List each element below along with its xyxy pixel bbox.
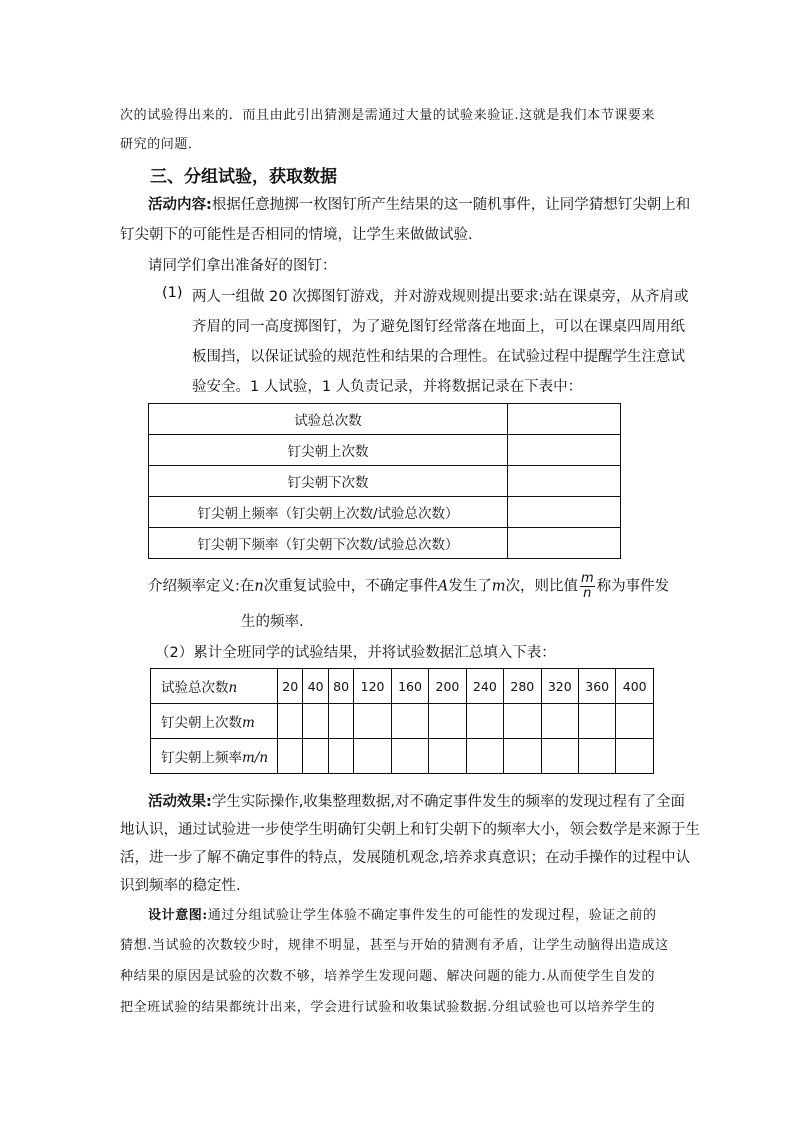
count-cell: 360	[578, 669, 615, 704]
table-row	[151, 669, 654, 704]
blank-cell	[466, 739, 503, 774]
table-row-label: 钉尖朝上次数	[149, 435, 508, 466]
effect-text-1: 学生实际操作,收集整理数据,对不确定事件发生的频率的发现过程有了全面	[211, 794, 686, 810]
count-cell: 200	[429, 669, 466, 704]
design-line-1	[148, 904, 657, 923]
intro-line-2: 研究的问题．	[120, 137, 202, 152]
step2-text: （2）累计全班同学的试验结果，并将试验数据汇总填入下表：	[155, 645, 556, 661]
table-cell-blank	[508, 497, 621, 528]
count-cell: 240	[466, 669, 503, 704]
effect-line-2: 地认识，通过试验进一步使学生明确钉尖朝上和钉尖朝下的频率大小，领会数学是来源于生	[120, 822, 700, 838]
blank-cell	[328, 739, 353, 774]
blank-cell	[354, 739, 391, 774]
summary-table	[150, 668, 654, 774]
design-line-3: 种结果的原因是试验的次数不够，培养学生发现问题、解决问题的能力.从而使学生自发的	[120, 969, 656, 984]
effect-line-4: 识到频率的稳定性.	[120, 878, 241, 894]
table-row-up-count	[151, 704, 278, 739]
definition-text: 发生了	[448, 578, 492, 595]
fraction-denominator: n	[583, 586, 592, 601]
blank-cell	[303, 739, 328, 774]
table-row	[149, 528, 621, 559]
activity-label: 活动内容:	[148, 197, 212, 213]
table-row-label: 试验总次数	[149, 404, 508, 435]
fraction-m-over-n	[580, 572, 595, 601]
definition-text: 次，则比值	[505, 578, 578, 595]
blank-cell	[429, 739, 466, 774]
table-row-label: 钉尖朝下次数	[149, 466, 508, 497]
blank-cell	[541, 704, 578, 739]
definition-line-2: 生的频率.	[241, 614, 304, 630]
table-cell-blank	[508, 435, 621, 466]
step1-line-2: 齐眉的同一高度掷图钉，为了避免图钉经常落在地面上，可以在课桌四周用纸	[192, 319, 685, 335]
table-cell-blank	[508, 528, 621, 559]
blank-cell	[278, 739, 303, 774]
activity-text-1: 根据任意抛掷一枚图钉所产生结果的这一随机事件，让同学猜想钉尖朝上和	[211, 197, 691, 213]
blank-cell	[578, 704, 615, 739]
table-row	[149, 497, 621, 528]
definition-text: 次重复试验中，不确定事件	[263, 578, 438, 595]
table-row-label: 钉尖朝上频率（钉尖朝上次数/试验总次数）	[149, 497, 508, 528]
table-row	[149, 435, 621, 466]
blank-cell	[616, 704, 654, 739]
table-cell-blank	[508, 404, 621, 435]
count-cell: 400	[616, 669, 654, 704]
blank-cell	[541, 739, 578, 774]
intro-line-1: 次的试验得出来的．而且由此引出猜测是需通过大量的试验来验证.这就是我们本节课要来	[120, 108, 656, 123]
fraction-numerator: m	[580, 571, 594, 586]
design-line-2: 猜想.当试验的次数较少时，规律不明显，甚至与开始的猜测有矛盾，让学生动脑得出造成这	[120, 938, 669, 953]
var-m: m	[491, 578, 506, 595]
effect-label: 活动效果:	[148, 794, 212, 810]
var-m-over-n: m/n	[242, 750, 269, 766]
blank-cell	[429, 704, 466, 739]
blank-cell	[504, 739, 541, 774]
count-cell: 320	[541, 669, 578, 704]
table-row	[151, 704, 654, 739]
count-cell: 120	[354, 669, 391, 704]
blank-cell	[391, 704, 428, 739]
table-row-label: 钉尖朝下频率（钉尖朝下次数/试验总次数）	[149, 528, 508, 559]
record-table	[148, 403, 621, 559]
table-row	[151, 739, 654, 774]
definition-text: 称为事件发	[596, 578, 670, 595]
blank-cell	[354, 704, 391, 739]
definition-text: 介绍频率定义:在	[148, 578, 255, 595]
effect-line-3: 活，进一步了解不确定事件的特点，发展随机观念,培养求真意识；在动手操作的过程中认	[120, 850, 691, 866]
count-cell: 20	[278, 669, 303, 704]
step1-number: (1)	[162, 285, 183, 301]
section-heading: 三、分组试验，获取数据	[150, 167, 337, 187]
header-label: 试验总次数	[161, 680, 229, 696]
table-row-up-frequency	[151, 739, 278, 774]
row-label: 钉尖朝上次数	[161, 715, 242, 731]
effect-line-1	[148, 790, 685, 811]
design-label: 设计意图:	[148, 908, 208, 923]
step1-line-1: 两人一组做 20 次掷图钉游戏，并对游戏规则提出要求:站在课桌旁，从齐肩或	[192, 289, 689, 305]
blank-cell	[616, 739, 654, 774]
var-n: n	[228, 680, 238, 696]
activity-line-2: 钉尖朝下的可能性是否相同的情境，让学生来做做试验.	[120, 227, 473, 243]
definition-line-1	[148, 572, 669, 601]
step1-line-3: 板围挡，以保证试验的规范性和结果的合理性。在试验过程中提醒学生注意试	[192, 349, 685, 365]
var-m: m	[242, 715, 255, 731]
blank-cell	[578, 739, 615, 774]
var-A: A	[437, 578, 449, 595]
prompt-text: 请同学们拿出准备好的图钉：	[148, 258, 337, 274]
blank-cell	[303, 704, 328, 739]
blank-cell	[328, 704, 353, 739]
table-header-total	[151, 669, 278, 704]
count-cell: 80	[328, 669, 353, 704]
count-cell: 280	[504, 669, 541, 704]
count-cell: 40	[303, 669, 328, 704]
activity-line-1	[148, 193, 690, 214]
blank-cell	[391, 739, 428, 774]
design-line-4: 把全班试验的结果都统计出来，学会进行试验和收集试验数据.分组试验也可以培养学生的	[120, 1000, 656, 1015]
blank-cell	[504, 704, 541, 739]
blank-cell	[278, 704, 303, 739]
design-text-1: 通过分组试验让学生体验不确定事件发生的可能性的发现过程，验证之前的	[207, 908, 657, 923]
table-row	[149, 466, 621, 497]
step1-line-4: 验安全。1 人试验，1 人负责记录，并将数据记录在下表中：	[192, 379, 583, 395]
var-n: n	[254, 578, 264, 595]
table-cell-blank	[508, 466, 621, 497]
count-cell: 160	[391, 669, 428, 704]
blank-cell	[466, 704, 503, 739]
table-row	[149, 404, 621, 435]
row-label: 钉尖朝上频率	[161, 750, 242, 766]
